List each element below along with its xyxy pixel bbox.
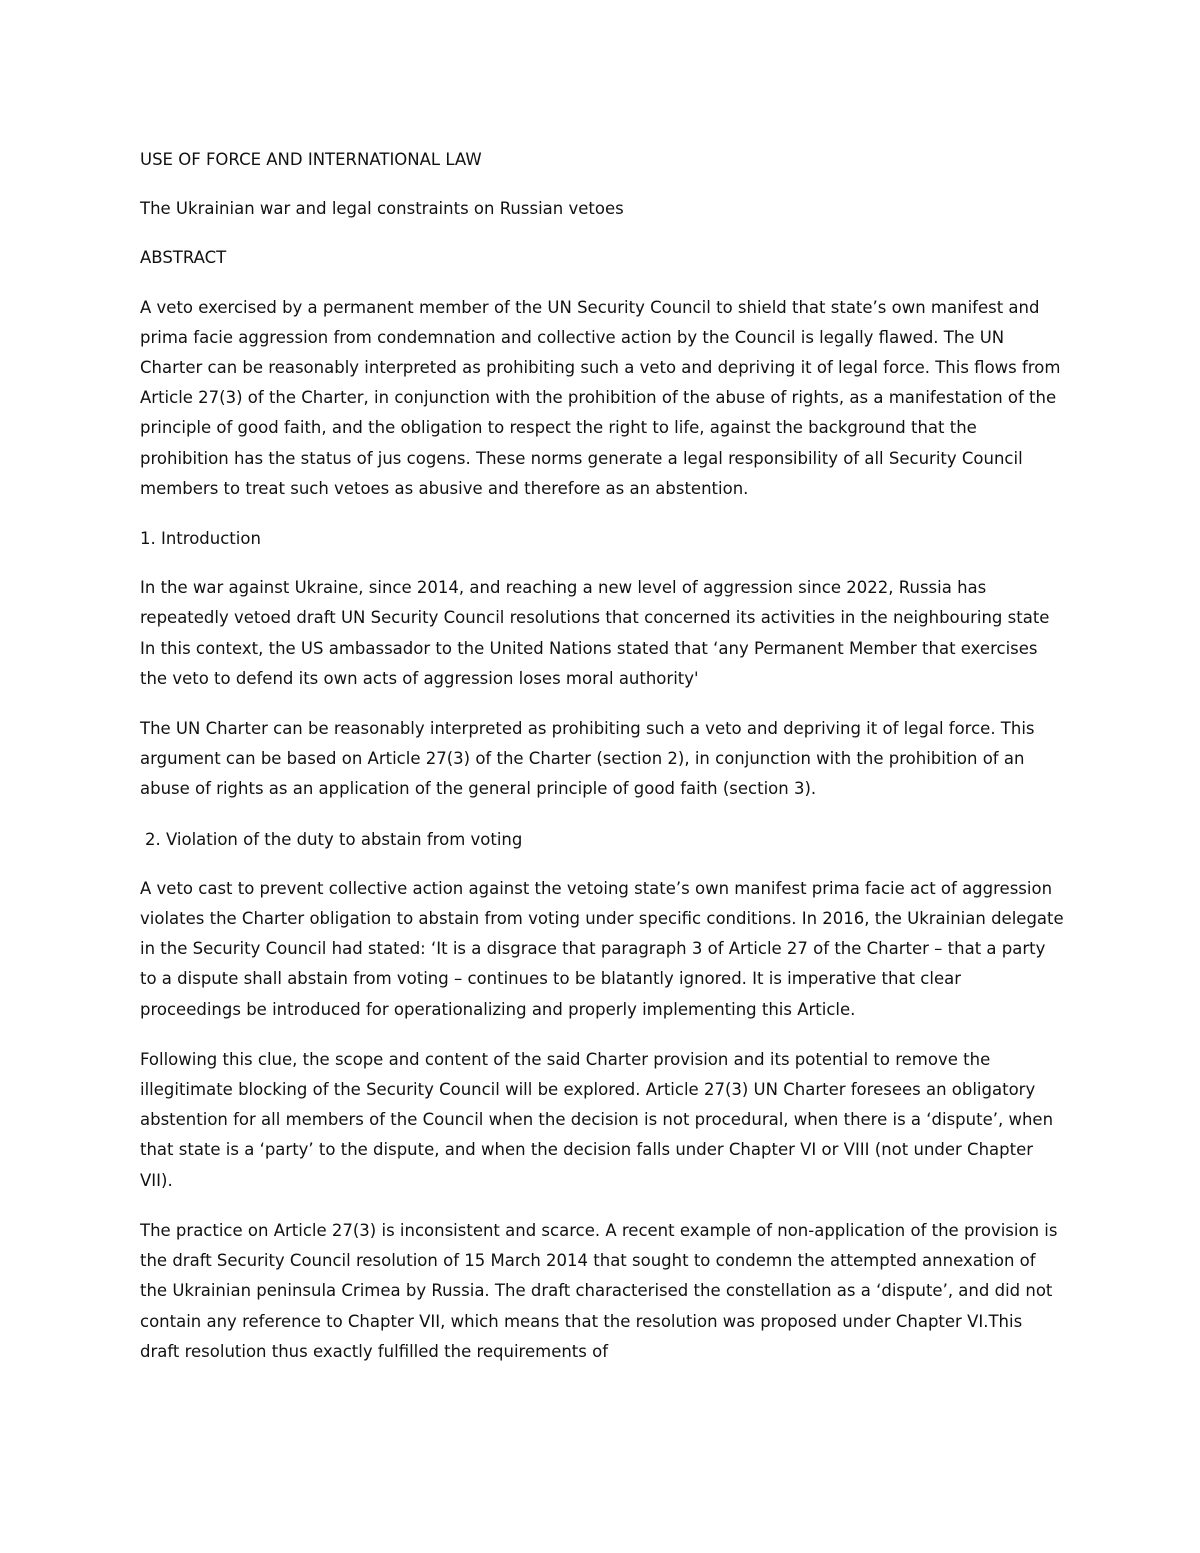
- section-1-paragraph-1: In the war against Ukraine, since 2014, and reaching a new level of aggression since 2022, Russia has repeatedly vetoed draft UN Security Council resolutions that concerned its activities in the neighbouring state In this context, the US ambassador to the United Nations stated that ‘any Permanent Member that exercises the veto to defend its own acts of aggression loses moral authority': [140, 578, 1050, 688]
- section-1-heading: 1. Introduction: [140, 529, 261, 549]
- section-2-paragraph-1: A veto cast to prevent collective action against the vetoing state’s own manifest prima facie act of aggression violates the Charter obligation to abstain from voting under specific conditions. In 2016, the Ukrainian delegate in the Security Council had stated: ‘It is a disgrace that paragraph 3 of Article 27 of the Charter – that a party to a dispute shall abstain from voting – continues to be blatantly ignored. It is imperative that clear proceedings be introduced for operationalizing and properly implementing this Article.: [140, 878, 1064, 1019]
- document-body: [140, 145, 1065, 1387]
- abstract-label: ABSTRACT: [140, 248, 227, 268]
- document-title: USE OF FORCE AND INTERNATIONAL LAW: [140, 150, 482, 169]
- section-2-paragraph-2: Following this clue, the scope and content of the said Charter provision and its potential to remove the illegitimate blocking of the Security Council will be explored. Article 27(3) UN Charter foresees an obligatory abstention for all members of the Council when the decision is not procedural, when there is a ‘dispute’, when that state is a ‘party’ to the dispute, and when the decision falls under Chapter VI or VIII (not under Chapter VII).: [140, 1049, 1054, 1190]
- section-2-heading: 2. Violation of the duty to abstain from voting: [145, 829, 523, 849]
- section-2-paragraph-3: The practice on Article 27(3) is inconsistent and scarce. A recent example of non-application of the provision is the draft Security Council resolution of 15 March 2014 that sought to condemn the attempted annexation of the Ukrainian peninsula Crimea by Russia. The draft characterised the constellation as a ‘dispute’, and did not contain any reference to Chapter VII, which means that the resolution was proposed under Chapter VI.This draft resolution thus exactly fulfilled the requirements of: [140, 1220, 1058, 1361]
- section-1-paragraph-2: The UN Charter can be reasonably interpreted as prohibiting such a veto and depriving it of legal force. This argument can be based on Article 27(3) of the Charter (section 2), in conjunction with the prohibition of an abuse of rights as an application of the general principle of good faith (section 3).: [140, 719, 1035, 799]
- document-subtitle: The Ukrainian war and legal constraints on Russian vetoes: [140, 199, 624, 219]
- abstract-paragraph: A veto exercised by a permanent member of the UN Security Council to shield that state’s own manifest and prima facie aggression from condemnation and collective action by the Council is legally flawed. The UN Charter can be reasonably interpreted as prohibiting such a veto and depriving it of legal force. This flows from Article 27(3) of the Charter, in conjunction with the prohibition of the abuse of rights, as a manifestation of the principle of good faith, and the obligation to respect the right to life, against the background that the prohibition has the status of jus cogens. These norms generate a legal responsibility of all Security Council members to treat such vetoes as abusive and therefore as an abstention.: [140, 297, 1061, 498]
